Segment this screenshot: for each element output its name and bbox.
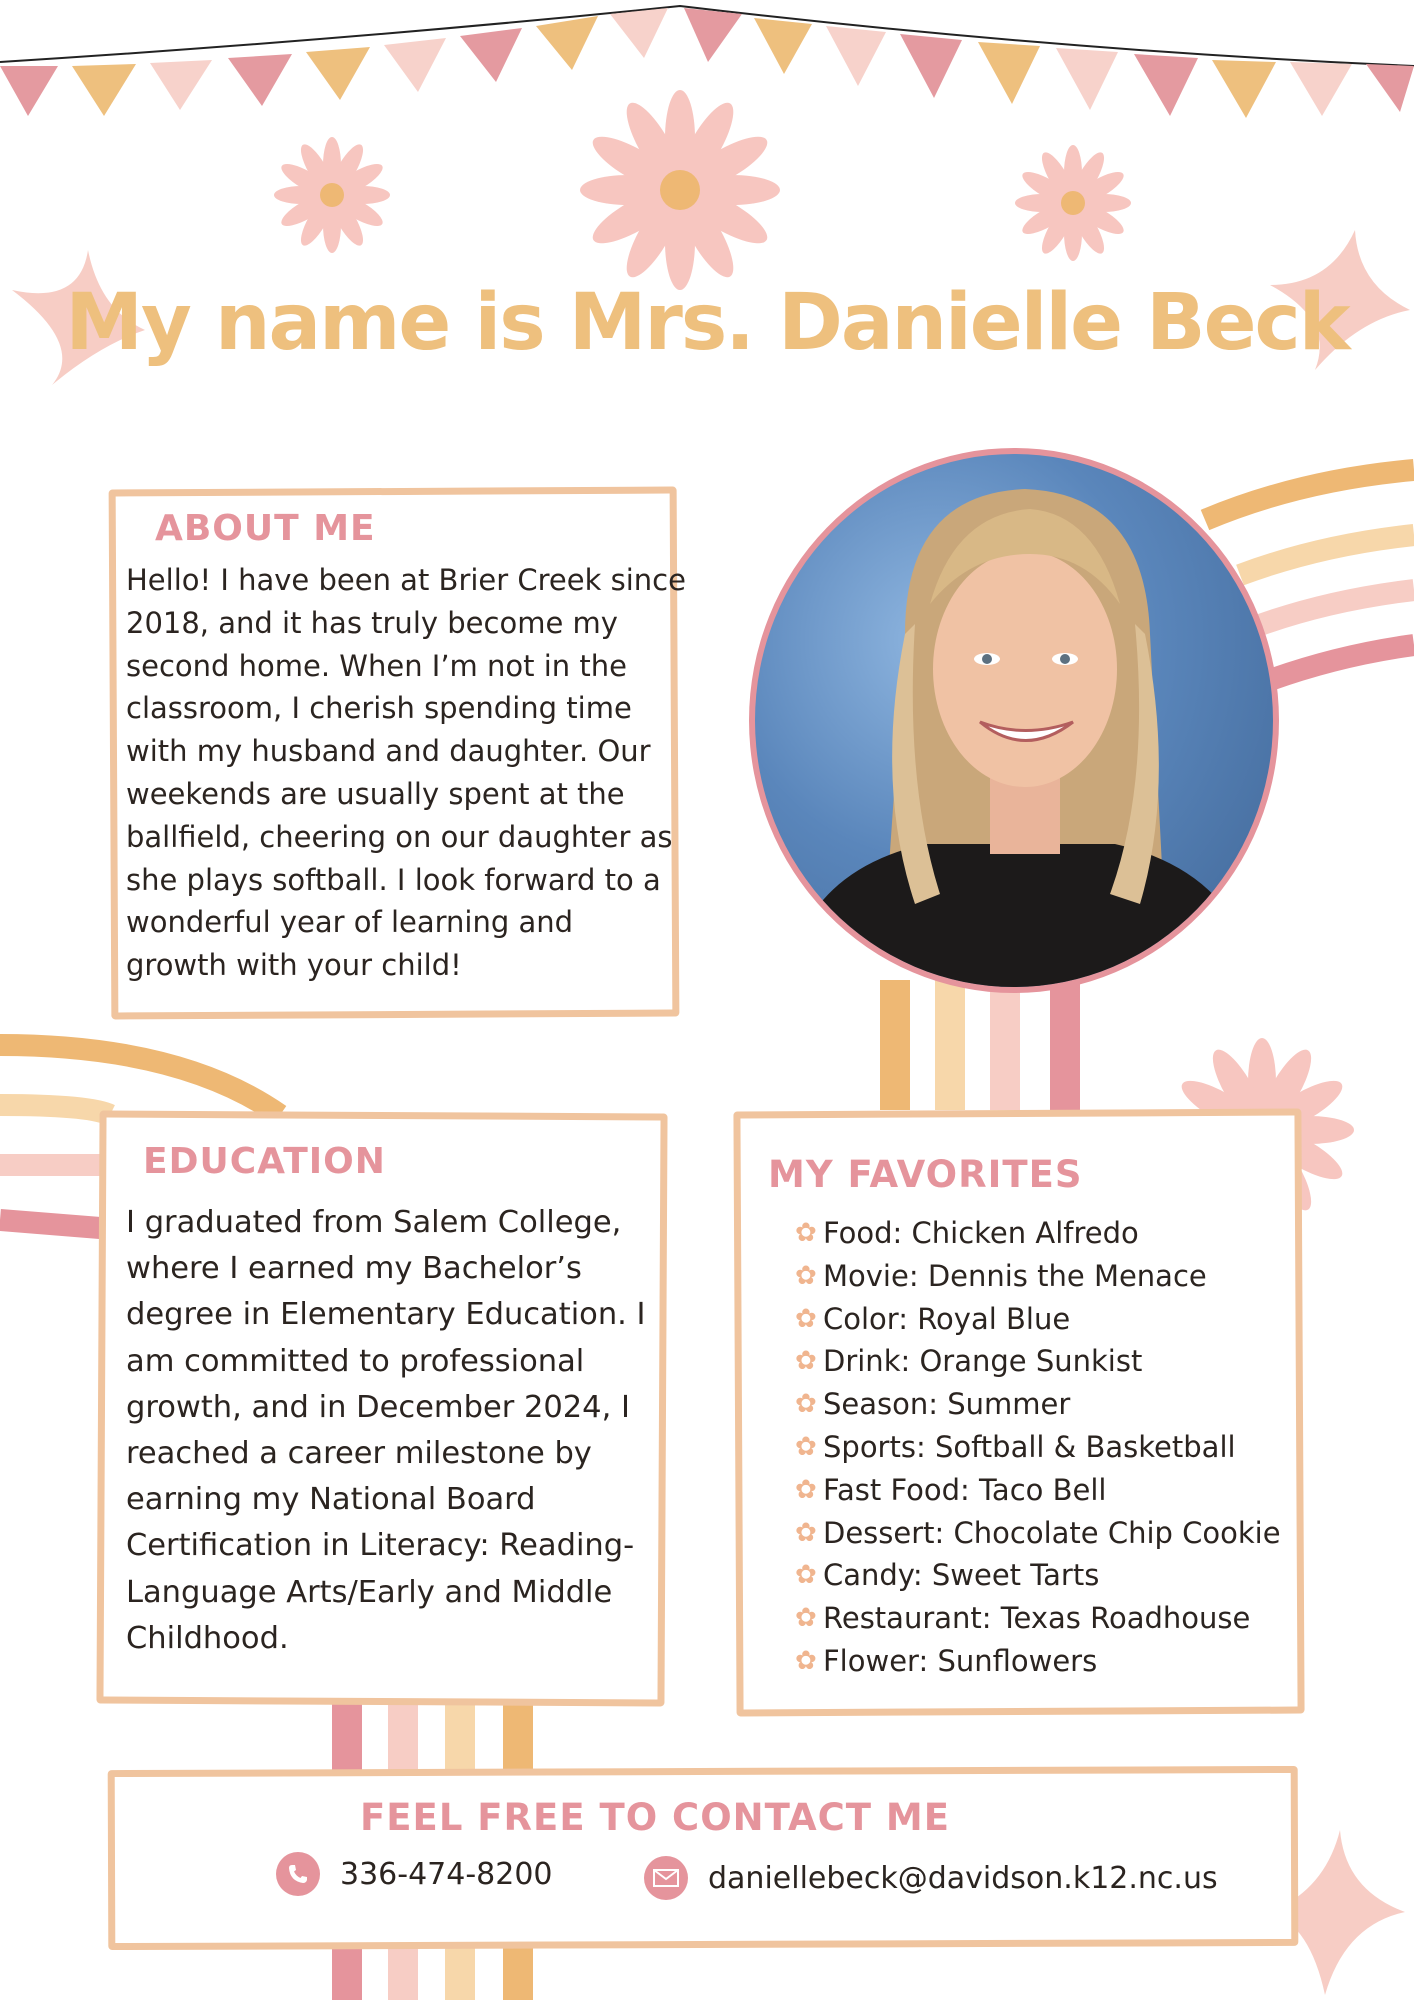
flower-bullet-icon: ✿ [795, 1645, 817, 1676]
education-line: growth, and in December 2024, I [126, 1389, 630, 1425]
flower-bullet-icon: ✿ [795, 1431, 817, 1462]
favorite-item: ✿ Fast Food: Taco Bell [795, 1469, 1281, 1512]
daisy-center [580, 90, 780, 290]
about-me-heading: ABOUT ME [155, 508, 376, 549]
education-line: I graduated from Salem College, [126, 1205, 622, 1240]
about-me-line: wonderful year of learning and [126, 905, 574, 940]
about-me-text [126, 559, 686, 987]
education-line: reached a career milestone by [126, 1436, 592, 1472]
flower-bullet-icon: ✿ [795, 1560, 817, 1591]
education-line: degree in Elementary Education. I [126, 1297, 646, 1333]
education-line: Childhood. [126, 1620, 289, 1656]
flower-bullet-icon: ✿ [795, 1303, 817, 1334]
education-text [126, 1200, 666, 1662]
stripes-under-photo [880, 980, 1080, 1110]
about-me-line: weekends are usually spent at the [126, 776, 625, 811]
daisy-left [274, 137, 390, 253]
about-me-line: second home. When I’m not in the [126, 648, 627, 683]
page-title: My name is Mrs. Danielle Beck [65, 278, 1349, 368]
education-line: earning my National Board [126, 1482, 536, 1518]
teacher-photo [749, 448, 1279, 993]
favorite-item: ✿ Drink: Orange Sunkist [795, 1340, 1281, 1383]
portrait-illustration [755, 454, 1279, 993]
favorites-heading: MY FAVORITES [768, 1153, 1083, 1196]
favorite-item: ✿ Flower: Sunflowers [795, 1640, 1281, 1683]
about-me-line: Hello! I have been at Brier Creek since [126, 563, 686, 597]
about-me-line: with my husband and daughter. Our [126, 734, 651, 769]
about-me-line: classroom, I cherish spending time [126, 691, 632, 726]
about-me-line: growth with your child! [126, 948, 462, 983]
favorite-item: ✿ Restaurant: Texas Roadhouse [795, 1597, 1281, 1640]
about-me-line: she plays softball. I look forward to a [126, 862, 661, 897]
contact-phone[interactable] [276, 1852, 553, 1896]
phone-number: 336-474-8200 [340, 1856, 553, 1892]
favorite-item: ✿ Sports: Softball & Basketball [795, 1426, 1281, 1469]
education-line: Language Arts/Early and Middle [126, 1574, 613, 1610]
favorite-item: ✿ Season: Summer [795, 1383, 1281, 1426]
mail-icon [644, 1856, 688, 1900]
flower-bullet-icon: ✿ [795, 1474, 817, 1505]
email-address: daniellebeck@davidson.k12.nc.us [708, 1860, 1218, 1896]
favorite-item: ✿ Movie: Dennis the Menace [795, 1255, 1281, 1298]
bunting-flags [0, 8, 1414, 118]
phone-icon [276, 1852, 320, 1896]
about-me-line: 2018, and it has truly become my [126, 605, 618, 640]
flower-bullet-icon: ✿ [795, 1389, 817, 1420]
daisy-right [1015, 145, 1131, 261]
flower-bullet-icon: ✿ [795, 1517, 817, 1548]
about-me-line: ballfield, cheering on our daughter as [126, 819, 673, 854]
favorite-item: ✿ Color: Royal Blue [795, 1298, 1281, 1341]
flower-bullet-icon: ✿ [795, 1218, 817, 1248]
education-line: Certification in Literacy: Reading- [126, 1528, 635, 1564]
favorite-item: ✿ Dessert: Chocolate Chip Cookie [795, 1512, 1281, 1555]
contact-email[interactable] [644, 1856, 1218, 1900]
education-line: am committed to professional [126, 1343, 585, 1379]
flower-bullet-icon: ✿ [795, 1603, 817, 1634]
favorites-list [795, 1212, 1281, 1683]
contact-heading: FEEL FREE TO CONTACT ME [360, 1796, 950, 1839]
favorite-item: ✿ Food: Chicken Alfredo [795, 1212, 1281, 1255]
education-line: where I earned my Bachelor’s [126, 1251, 582, 1287]
education-heading: EDUCATION [143, 1141, 386, 1182]
flower-bullet-icon: ✿ [795, 1346, 817, 1377]
flower-bullet-icon: ✿ [795, 1260, 817, 1291]
favorite-item: ✿ Candy: Sweet Tarts [795, 1554, 1281, 1597]
